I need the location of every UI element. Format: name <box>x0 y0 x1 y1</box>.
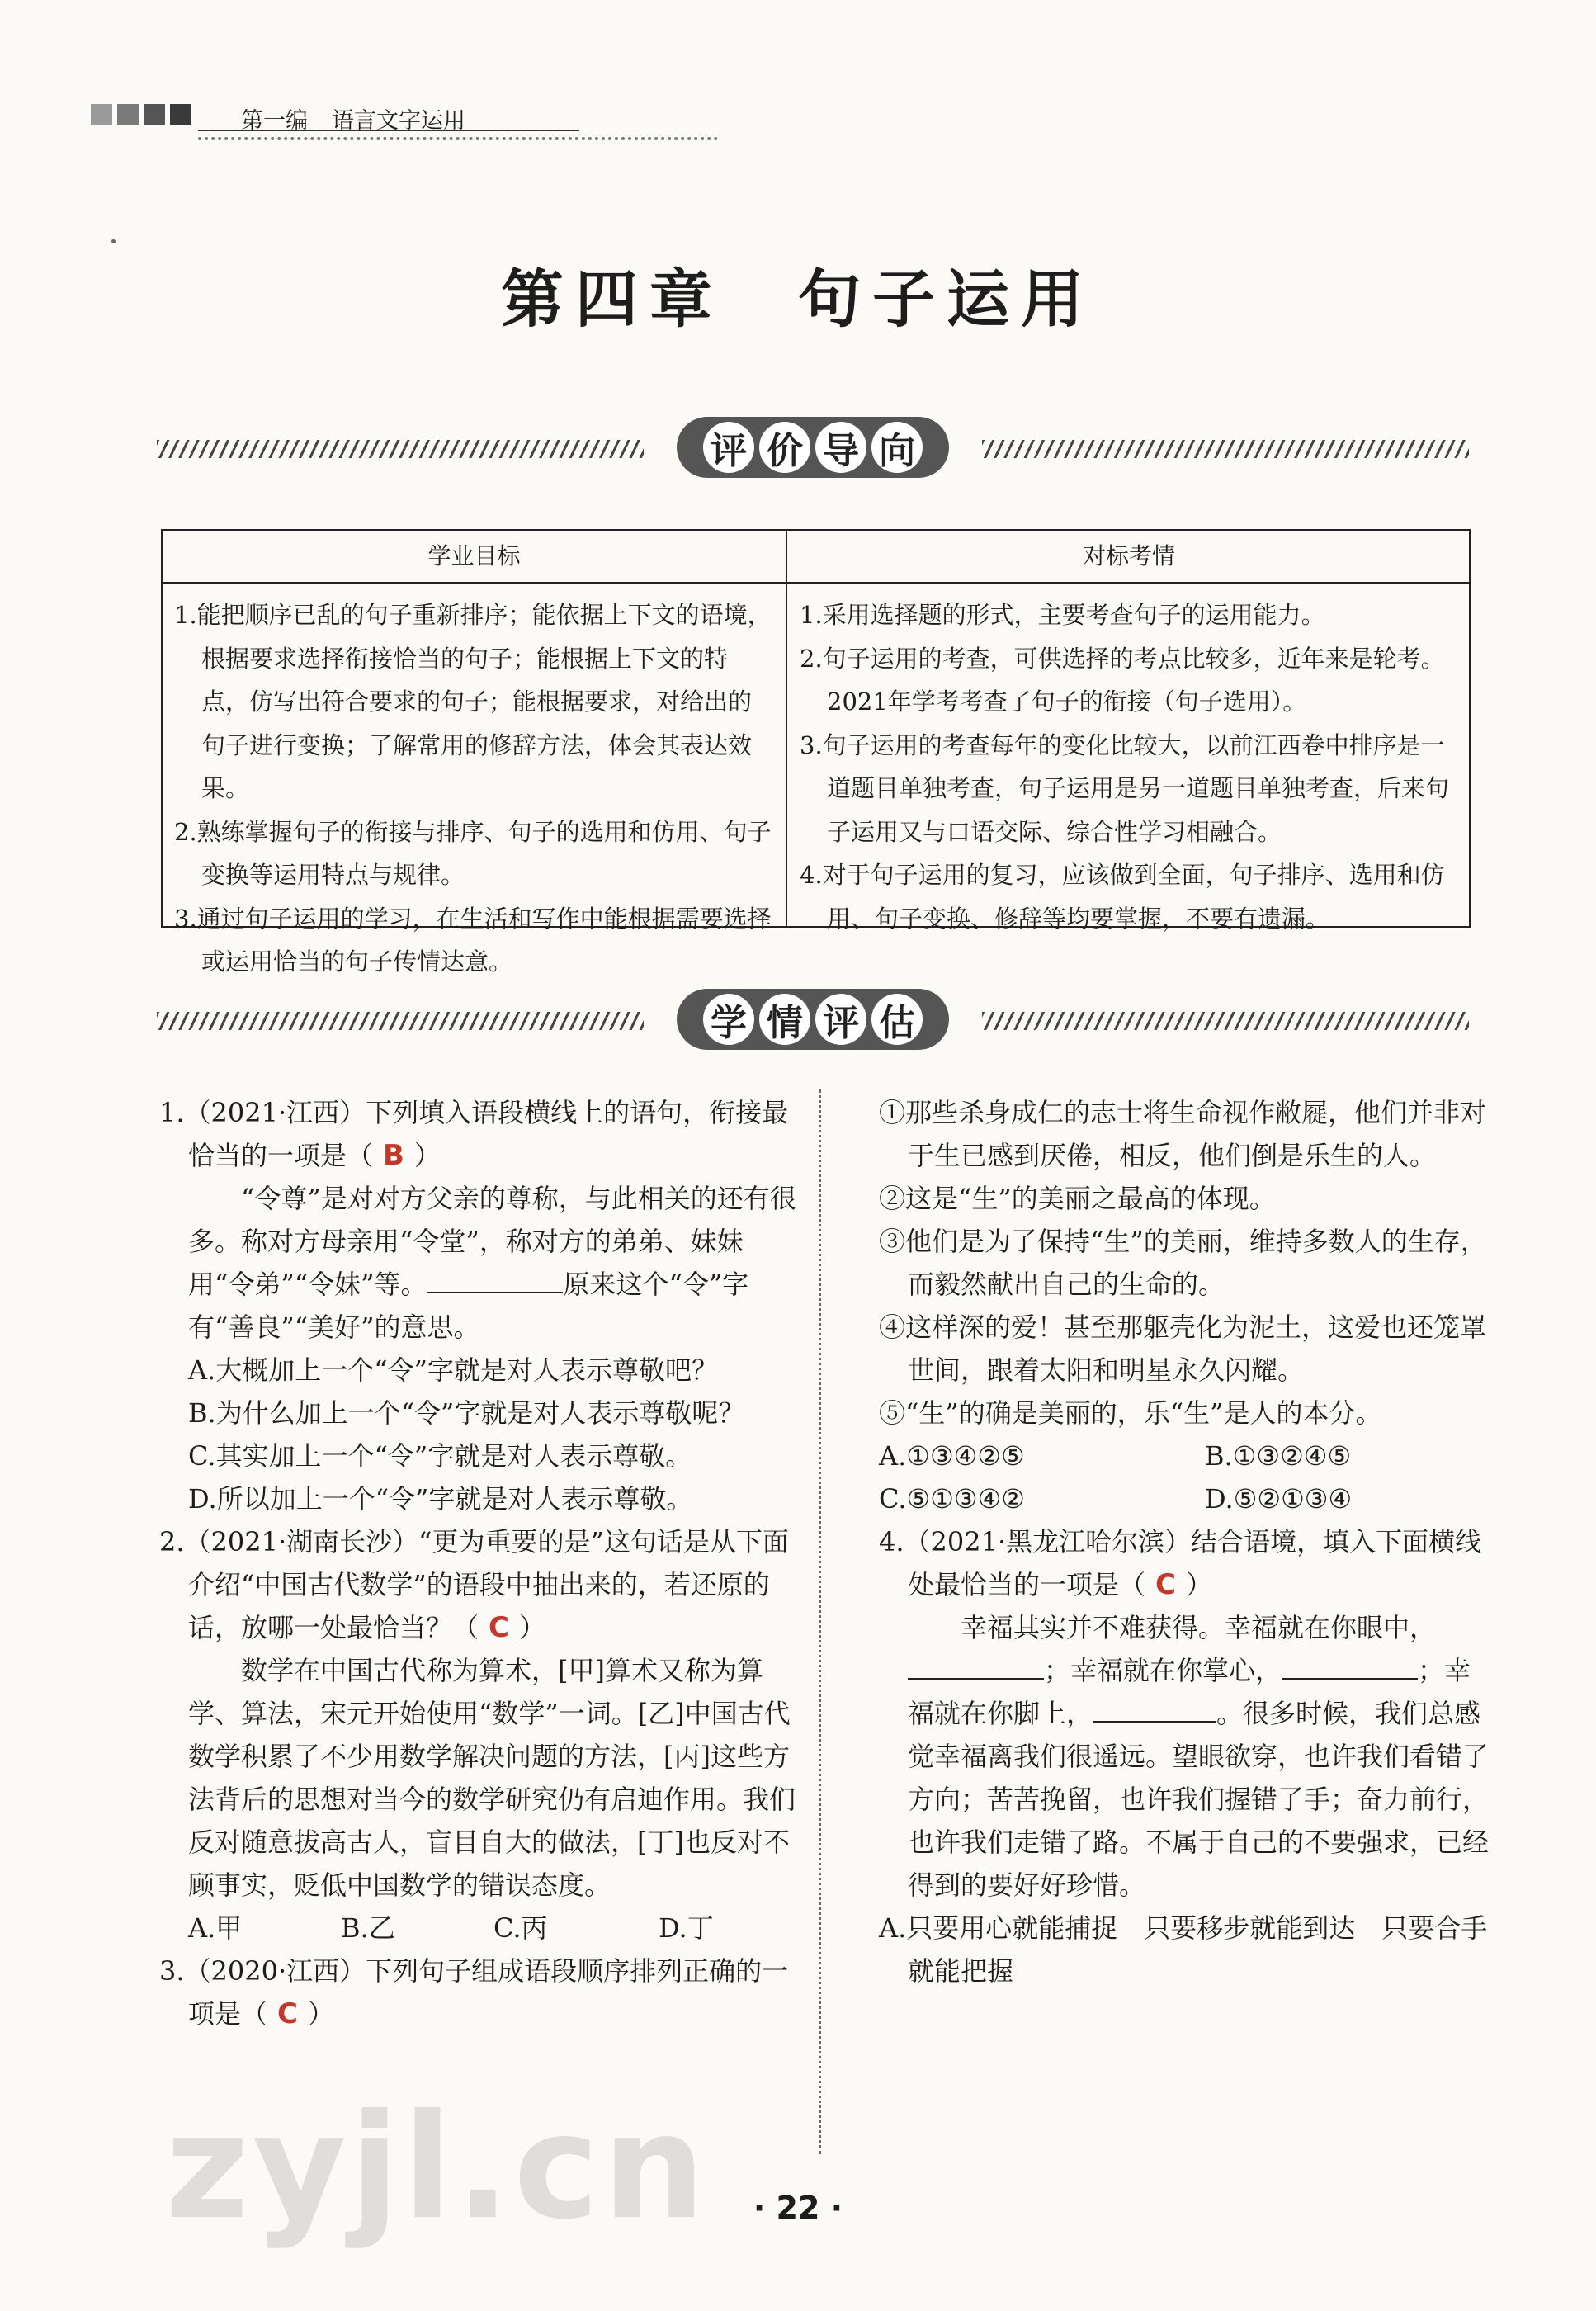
banner-char: 向 <box>871 422 923 473</box>
answer-mark: C <box>277 1997 298 2030</box>
option: C.⑤①③④② <box>879 1483 1025 1515</box>
sentence: ⑤“生”的确是美丽的，乐“生”是人的本分。 <box>879 1397 1382 1429</box>
watermark: zyjl.cn <box>165 2084 709 2252</box>
header-part-label: 第一编 <box>241 108 308 134</box>
banner-char: 价 <box>759 422 810 473</box>
goals-table <box>161 529 1471 976</box>
header-section-label: 语言文字运用 <box>332 108 465 134</box>
passage-text: ；幸福就在你掌心， <box>1044 1655 1282 1686</box>
question-text: ） <box>413 1140 441 1171</box>
option: D.丁 <box>659 1912 714 1944</box>
option: A.甲 <box>188 1912 243 1944</box>
banner-char: 学 <box>703 994 754 1045</box>
question-1-stem <box>159 1091 807 1177</box>
option: A.只要用心就能捕捉 只要移步就能到达 只要合手就能把握 <box>879 1912 1488 1987</box>
question-3-options-row <box>879 1434 1490 1477</box>
option: C.丙 <box>493 1912 548 1944</box>
question-text: ） <box>307 1998 334 2030</box>
question-text: ） <box>518 1612 545 1643</box>
question-text: 2.（2021·湖南长沙）“更为重要的是”这句话是从下面介绍“中国古代数学”的语段中抽出来的，若还原的话，放哪一处最恰当？（ <box>159 1526 789 1643</box>
question-4-stem <box>879 1520 1490 1606</box>
question-3-options-row <box>879 1477 1490 1520</box>
question-3-stem <box>159 1949 807 2035</box>
answer-mark: B <box>383 1139 404 1172</box>
passage-text: 幸福其实并不难获得。幸福就在你眼中， <box>961 1612 1437 1643</box>
questions-left-column <box>159 1091 807 2035</box>
dot-mark <box>111 239 116 243</box>
table-header-goals: 学业目标 <box>427 542 521 569</box>
answer-mark: C <box>1155 1568 1176 1601</box>
header-underline <box>198 130 579 131</box>
table-cell-item: 1.能把顺序已乱的句子重新排序；能依据上下文的语境，根据要求选择衔接恰当的句子；能根据上下文的特点，仿写出符合要求的句子；能根据要求，对给出的句子进行变换；了解常用的修辞方法，体会其表达效果。 <box>174 601 772 802</box>
sentence: ④这样深的爱！甚至那躯壳化为泥土，这爱也还笼罩世间，跟着太阳和明星永久闪耀。 <box>879 1311 1487 1386</box>
option: D.⑤②①③④ <box>1205 1483 1353 1515</box>
chapter-title: 第四章 句子运用 <box>501 262 1095 336</box>
passage-text: 原来这个“令”字有“善良”“美好”的意思。 <box>188 1269 749 1343</box>
table-col-goals <box>174 593 772 984</box>
fill-blank <box>427 1264 563 1293</box>
option: B.乙 <box>341 1912 395 1944</box>
table-cell-item: 2.熟练掌握句子的衔接与排序、句子的选用和仿用、句子变换等运用特点与规律。 <box>174 817 772 889</box>
fill-blank <box>1282 1650 1418 1680</box>
fill-blank <box>908 1650 1044 1680</box>
question-text: 4.（2021·黑龙江哈尔滨）结合语境，填入下面横线处最恰当的一项是（ <box>879 1526 1482 1600</box>
question-4-passage <box>879 1606 1490 1907</box>
question-2-stem <box>159 1520 807 1649</box>
table-cell-item: 3.句子运用的考查每年的变化比较大，以前江西卷中排序是一道题目单独考查，句子运用是另一道题目单独考查，后来句子运用又与口语交际、综合性学习相融合。 <box>800 730 1450 846</box>
option: B.为什么加上一个“令”字就是对人表示尊敬呢？ <box>188 1397 745 1429</box>
header-squares-decoration <box>91 104 191 125</box>
question-2-passage: 数学在中国古代称为算术，[甲]算术又称为算学、算法，宋元开始使用“数学”一词。[乙]中国古代数学积累了不少用数学解决问题的方法，[丙]这些方法背后的思想对当今的数学研究仍有启迪作用。我们反对随意拔高古人，盲目自大的做法，[丁]也反对不顾事实，贬低中国数学的错误态度。 <box>188 1655 796 1901</box>
banner-char: 估 <box>871 994 923 1045</box>
table-cell-item: 1.采用选择题的形式，主要考查句子的运用能力。 <box>800 601 1325 629</box>
option: D.所以加上一个“令”字就是对人表示尊敬。 <box>188 1483 693 1515</box>
option: C.其实加上一个“令”字就是对人表示尊敬。 <box>188 1440 692 1472</box>
passage-text: “令尊”是对对方父亲的尊称，与此相关的还有很多。称对方母亲用“令堂”，称对方的弟弟、妹妹用“令弟”“令妹”等。 <box>188 1183 796 1300</box>
column-separator <box>819 1089 821 2154</box>
banner-char: 情 <box>759 994 810 1045</box>
section-banner-learning-assessment <box>157 989 1469 1055</box>
question-2-options <box>159 1907 807 1949</box>
option: B.①③②④⑤ <box>1205 1440 1352 1472</box>
option: A.大概加上一个“令”字就是对人表示尊敬吧？ <box>188 1354 719 1386</box>
sentence: ②这是“生”的美丽之最高的体现。 <box>879 1183 1276 1214</box>
page-number: · 22 · <box>753 2190 843 2226</box>
header-dotted-rule <box>198 137 718 140</box>
banner-char: 评 <box>815 994 866 1045</box>
section-banner-evaluation-guide <box>157 417 1469 483</box>
table-header-exam-info: 对标考情 <box>1082 542 1175 569</box>
sentence: ③他们是为了保持“生”的美丽，维持多数人的生存，而毅然献出自己的生命的。 <box>879 1226 1487 1300</box>
table-cell-item: 2.句子运用的考查，可供选择的考点比较多，近年来是轮考。2021年学考考查了句子的衔接（句子选用）。 <box>800 644 1445 716</box>
question-1-passage <box>159 1177 807 1349</box>
option: A.①③④②⑤ <box>879 1440 1025 1472</box>
answer-mark: C <box>489 1611 509 1644</box>
sentence: ①那些杀身成仁的志士将生命视作敝屣，他们并非对于生已感到厌倦，相反，他们倒是乐生的人。 <box>879 1097 1487 1171</box>
banner-char: 评 <box>703 422 754 473</box>
table-cell-item: 4.对于句子运用的复习，应该做到全面，句子排序、选用和仿用、句子变换、修辞等均要掌握，不要有遗漏。 <box>800 861 1445 933</box>
banner-char: 导 <box>815 422 866 473</box>
table-column-divider <box>786 531 787 926</box>
fill-blank <box>1093 1693 1216 1723</box>
questions-right-column <box>879 1091 1490 1992</box>
passage-text: 。很多时候，我们总感觉幸福离我们很遥远。望眼欲穿，也许我们看错了方向；苦苦挽留，也许我们握错了手；奋力前行，也许我们走错了路。不属于自己的不要强求，已经得到的要好好珍惜。 <box>908 1698 1490 1901</box>
question-text: ） <box>1185 1569 1212 1600</box>
question-text: 1.（2021·江西）下列填入语段横线上的语句，衔接最恰当的一项是（ <box>159 1097 789 1171</box>
table-col-exam-info <box>800 593 1460 940</box>
table-cell-item: 3.通过句子运用的学习，在生活和写作中能根据需要选择或运用恰当的句子传情达意。 <box>174 904 772 976</box>
question-text: 3.（2020·江西）下列句子组成语段顺序排列正确的一项是（ <box>159 1955 789 2030</box>
passage-text: ；幸福就在你脚上， <box>908 1655 1471 1729</box>
